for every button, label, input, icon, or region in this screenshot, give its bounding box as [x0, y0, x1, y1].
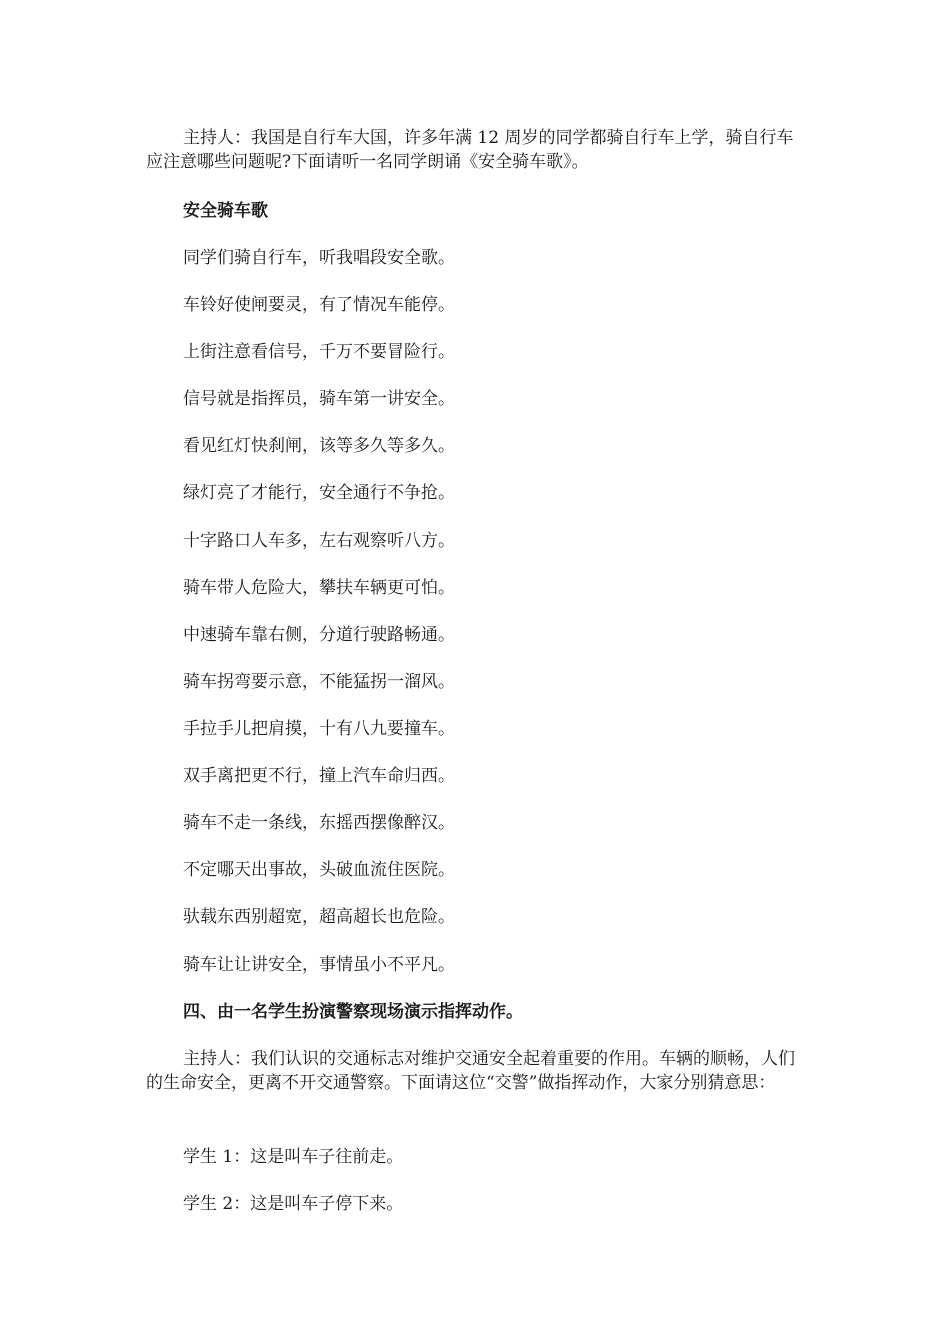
poem-line: 中速骑车靠右侧，分道行驶路畅通。: [183, 625, 455, 645]
student-line: 学生 2：这是叫车子停下来。: [183, 1194, 404, 1214]
poem-line: 十字路口人车多，左右观察听八方。: [183, 531, 455, 551]
poem-line: 看见红灯快刹闸，该等多久等多久。: [183, 436, 455, 456]
poem-line: 骑车让让讲安全，事情虽小不平凡。: [183, 955, 455, 975]
poem-line: 手拉手儿把肩摸，十有八九要撞车。: [183, 719, 455, 739]
poem-line: 信号就是指挥员，骑车第一讲安全。: [183, 389, 455, 409]
poem-line: 骑车拐弯要示意，不能猛拐一溜风。: [183, 672, 455, 692]
poem-title: 安全骑车歌: [183, 201, 268, 221]
poem-line: 上街注意看信号，千万不要冒险行。: [183, 342, 455, 362]
poem-line: 驮载东西别超宽，超高超长也危险。: [183, 907, 455, 927]
host-paragraph: 主持人：我们认识的交通标志对维护交通安全起着重要的作用。车辆的顺畅，人们的生命安全，更离不开交通警察。下面请这位“交警”做指挥动作，大家分别猜意思：: [146, 1049, 795, 1093]
poem-line: 同学们骑自行车，听我唱段安全歌。: [183, 248, 455, 268]
poem-line: 骑车不走一条线，东摇西摆像醉汉。: [183, 813, 455, 833]
intro-paragraph: 主持人：我国是自行车大国，许多年满 12 周岁的同学都骑自行车上学，骑自行车应注意哪些问题呢?下面请听一名同学朗诵《安全骑车歌》。: [146, 128, 794, 172]
poem-line: 不定哪天出事故，头破血流住医院。: [183, 860, 455, 880]
poem-line: 骑车带人危险大，攀扶车辆更可怕。: [183, 578, 455, 598]
poem-line: 车铃好使闸要灵，有了情况车能停。: [183, 295, 455, 315]
section-heading: 四、由一名学生扮演警察现场演示指挥动作。: [183, 1002, 523, 1022]
poem-line: 绿灯亮了才能行，安全通行不争抢。: [183, 483, 455, 503]
poem-line: 双手离把更不行，撞上汽车命归西。: [183, 766, 455, 786]
student-line: 学生 1：这是叫车子往前走。: [183, 1147, 404, 1167]
